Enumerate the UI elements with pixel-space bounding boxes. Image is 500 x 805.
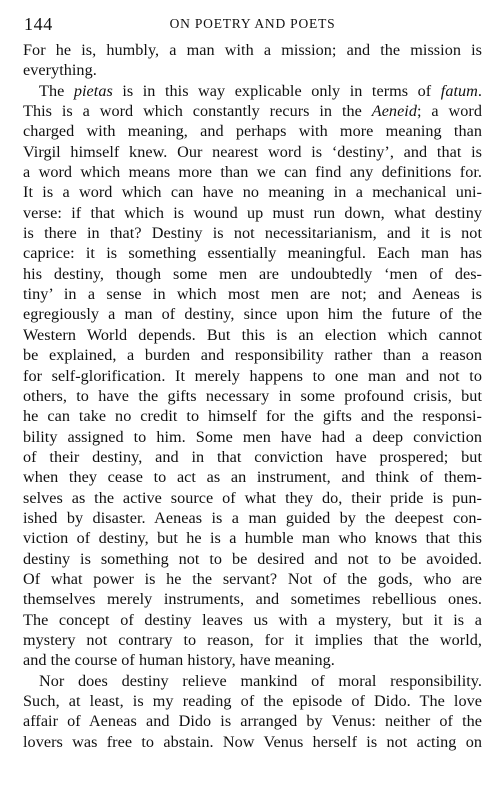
body-text xyxy=(23,40,482,752)
text-line xyxy=(23,284,482,304)
italic-text-segment: fatum xyxy=(440,81,478,100)
text-segment: ished by disaster. Aeneas is a man guided by the deepest con- xyxy=(23,508,482,527)
text-line xyxy=(23,528,482,548)
text-segment: charged with meaning, and perhaps with more meaning than xyxy=(23,122,482,141)
text-line xyxy=(23,711,482,731)
text-line xyxy=(23,406,482,426)
text-segment: when they cease to act as an instrument, and think of them- xyxy=(23,468,482,487)
text-line xyxy=(23,366,482,386)
text-line xyxy=(23,467,482,487)
text-segment: and the course of human history, have meaning. xyxy=(23,651,335,670)
text-segment: It is a word which can have no meaning in a mechanical uni- xyxy=(23,183,482,202)
text-segment: . xyxy=(477,81,482,100)
text-line xyxy=(23,345,482,365)
text-segment: affair of Aeneas and Dido is arranged by Venus: neither of the xyxy=(23,712,482,731)
text-segment: for self-glorification. It merely happens to one man and not to xyxy=(23,366,482,385)
text-line xyxy=(23,264,482,284)
text-line xyxy=(23,427,482,447)
text-line xyxy=(23,549,482,569)
text-segment: a word which means more than we can find any definitions for. xyxy=(23,163,482,182)
text-line xyxy=(23,610,482,630)
text-segment: mystery not contrary to reason, for it implies that the world, xyxy=(23,630,482,649)
text-line xyxy=(23,630,482,650)
text-line xyxy=(23,40,482,60)
text-line xyxy=(23,223,482,243)
text-segment: lovers was free to abstain. Now Venus herself is not acting on xyxy=(23,732,482,751)
text-segment: The concept of destiny leaves us with a mystery, but it is a xyxy=(23,610,482,629)
text-line xyxy=(23,325,482,345)
text-segment: viction of destiny, but he is a humble man who knows that this xyxy=(23,529,482,548)
text-segment: Virgil himself knew. Our nearest word is ‘destiny’, and that is xyxy=(23,142,482,161)
page-number: 144 xyxy=(24,14,53,34)
text-line xyxy=(23,121,482,141)
text-segment: is there in that? Destiny is not necessitarianism, and it is not xyxy=(23,224,482,243)
text-segment: For he is, humbly, a man with a mission; and the mission is xyxy=(23,41,482,59)
text-segment: verse: if that which is wound up must run down, what destiny xyxy=(23,203,482,222)
text-segment: The xyxy=(39,81,74,100)
text-line xyxy=(23,203,482,223)
text-line xyxy=(23,691,482,711)
text-line xyxy=(23,386,482,406)
text-line xyxy=(23,671,482,691)
text-line xyxy=(23,447,482,467)
text-segment: tiny’ in a sense in which most men are not; and Aeneas is xyxy=(23,285,482,304)
text-segment: Of what power is he the servant? Not of the gods, who are xyxy=(23,569,482,588)
text-line xyxy=(23,243,482,263)
text-segment: everything. xyxy=(23,61,97,80)
text-segment: ; a word xyxy=(417,102,482,121)
text-line xyxy=(23,488,482,508)
text-segment: selves as the active source of what they do, their pride is pun- xyxy=(23,488,482,507)
text-segment: be explained, a burden and responsibility rather than a reason xyxy=(23,346,482,365)
text-segment: egregiously a man of destiny, since upon him the future of the xyxy=(23,305,482,324)
text-line xyxy=(23,182,482,202)
text-segment: destiny is something not to be desired and not to be avoided. xyxy=(23,549,482,568)
running-head xyxy=(23,12,482,40)
text-segment: Such, at least, is my reading of the episode of Dido. The love xyxy=(23,692,482,710)
text-line xyxy=(23,650,482,670)
text-segment: themselves merely instruments, and sometimes rebellious ones. xyxy=(23,590,482,609)
text-segment: his destiny, though some men are undoubtedly ‘men of des- xyxy=(23,264,482,283)
text-line xyxy=(23,60,482,80)
running-title: ON POETRY AND POETS xyxy=(169,16,336,31)
text-line xyxy=(23,569,482,589)
text-segment: bility assigned to him. Some men have had a deep conviction xyxy=(23,427,482,446)
italic-text-segment: Aeneid xyxy=(371,102,417,121)
text-line xyxy=(23,589,482,609)
text-line xyxy=(23,162,482,182)
text-segment: others, to have the gifts necessary in some profound crisis, but xyxy=(23,386,482,405)
text-line xyxy=(23,81,482,101)
text-line xyxy=(23,508,482,528)
text-segment: he can take no credit to himself for the gifts and the responsi- xyxy=(23,407,482,426)
text-segment: Western World depends. But this is an election which cannot xyxy=(23,325,482,344)
text-line xyxy=(23,101,482,121)
text-segment: of their destiny, and in that conviction have prospered; but xyxy=(23,447,482,466)
italic-text-segment: pietas xyxy=(73,81,113,100)
text-segment: is in this way explicable only in terms of xyxy=(112,81,441,100)
text-segment: This is a word which constantly recurs in the xyxy=(23,102,372,121)
text-segment: Nor does destiny relieve mankind of moral responsibility. xyxy=(39,671,482,690)
text-segment: caprice: it is something essentially meaningful. Each man has xyxy=(23,244,482,263)
text-line xyxy=(23,142,482,162)
text-line xyxy=(23,732,482,752)
text-line xyxy=(23,304,482,324)
